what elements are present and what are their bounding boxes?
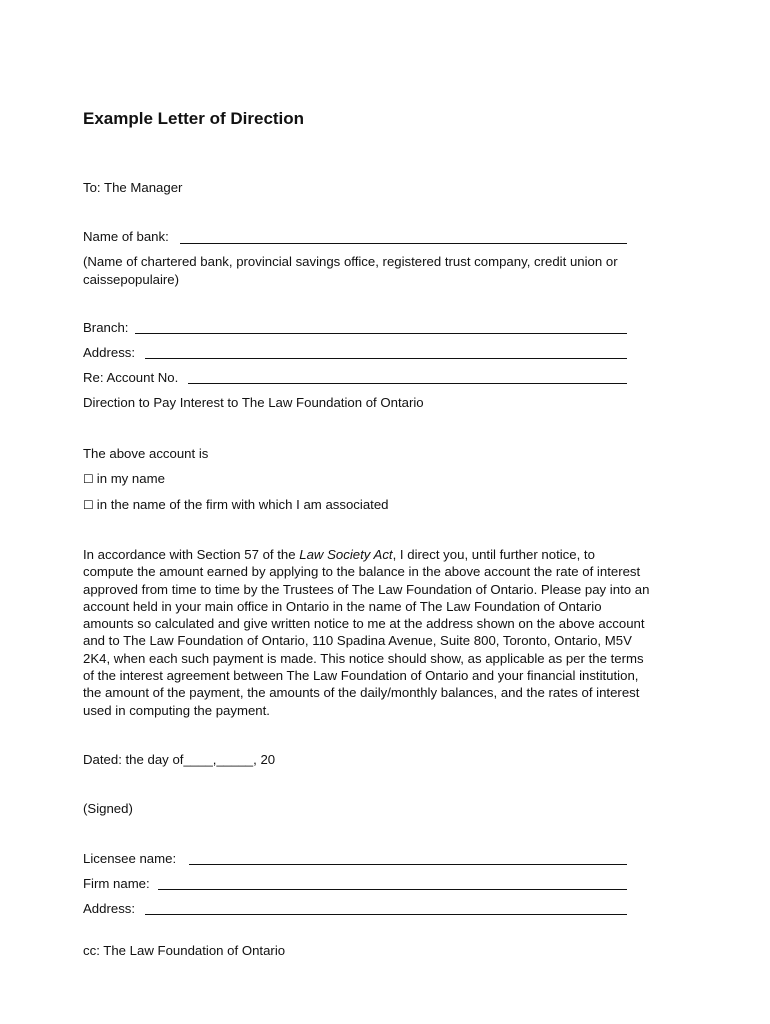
body-line: the amount of the payment, the amounts of the daily/monthly balances, and the rates of interest <box>83 685 640 701</box>
bank-note-line-1: (Name of chartered bank, provincial savings office, registered trust company, credit union or <box>83 254 618 269</box>
body-line: 2K4, when each such payment is made. This notice should show, as applicable as per the terms <box>83 650 644 666</box>
signature-address-field[interactable] <box>145 914 627 915</box>
page-title: Example Letter of Direction <box>83 109 305 128</box>
body-line: used in computing the payment. <box>83 702 270 718</box>
licensee-name-field[interactable] <box>189 864 627 865</box>
body-line: In accordance with Section 57 of the Law Society Act, I direct you, until further notice, to <box>83 547 595 562</box>
body-line: compute the amount earned by applying to the balance in the above account the rate of interest <box>83 564 641 580</box>
body-line: amounts so calculated and give written notice to me at the address shown on the above account <box>83 616 645 632</box>
body-line: and to The Law Foundation of Ontario, 110 Spadina Avenue, Suite 800, Toronto, Ontario, M5V <box>83 633 632 649</box>
body-line: approved from time to time by the Trustees of The Law Foundation of Ontario. Please pay into an <box>83 581 650 597</box>
signature-address-label: Address: <box>83 901 136 916</box>
option-firm-name[interactable] <box>83 496 389 514</box>
firm-name-label: Firm name: <box>83 876 150 891</box>
bank-name-label: Name of bank: <box>83 229 169 244</box>
bank-note-line-2: caissepopulaire) <box>83 272 180 287</box>
firm-name-field[interactable] <box>158 889 627 890</box>
address-field[interactable] <box>145 358 627 359</box>
signed-line: (Signed) <box>83 801 133 816</box>
checkbox-icon[interactable]: ☐ <box>83 472 94 486</box>
body-line: account held in your main office in Ontario in the name of The Law Foundation of Ontario <box>83 598 602 614</box>
dated-line: Dated: the day of____,_____, 20 <box>83 752 276 767</box>
option-label: in my name <box>96 471 165 486</box>
act-name: Law Society Act <box>299 547 393 562</box>
branch-label: Branch: <box>83 320 129 335</box>
option-label: in the name of the firm with which I am associated <box>96 497 389 512</box>
account-number-label: Re: Account No. <box>83 370 179 385</box>
branch-field[interactable] <box>135 333 627 334</box>
option-in-my-name[interactable] <box>83 470 165 488</box>
checkbox-icon[interactable]: ☐ <box>83 498 94 512</box>
licensee-name-label: Licensee name: <box>83 851 177 866</box>
direction-body <box>83 546 683 719</box>
account-intro: The above account is <box>83 446 209 461</box>
account-number-field[interactable] <box>188 383 627 384</box>
bank-name-field[interactable] <box>180 243 627 244</box>
addressee: To: The Manager <box>83 180 183 195</box>
cc-line: cc: The Law Foundation of Ontario <box>83 943 286 958</box>
direction-subject: Direction to Pay Interest to The Law Foundation of Ontario <box>83 395 424 410</box>
body-line: of the interest agreement between The Law Foundation of Ontario and your financial institution, <box>83 668 639 684</box>
address-label: Address: <box>83 345 136 360</box>
